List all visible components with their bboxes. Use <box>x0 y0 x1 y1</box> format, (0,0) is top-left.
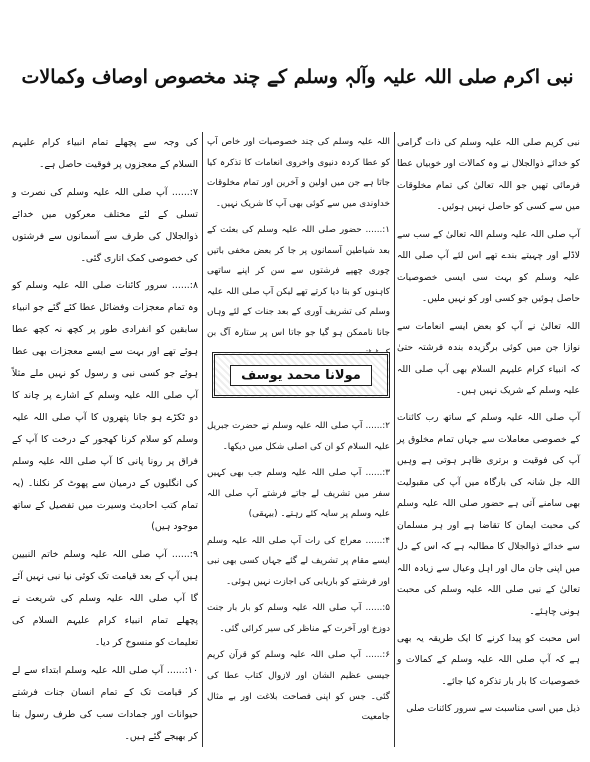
column-divider-left <box>202 132 203 747</box>
paragraph: اللہ تعالیٰ نے آپ کو بعض ایسے انعامات سے نوازا جن میں کوئی برگزیدہ بندہ فرشتہ حتیٰ کہ انبیاء کرام علیہم السلام بھی آپ صلی اللہ علیہ وسلم کے شریک نہیں ہیں۔ <box>397 320 580 396</box>
paragraph: ۱۰:...... آپ صلی اللہ علیہ وسلم ابتداء سے لے کر قیامت تک کے تمام انسان جنات فرشتے حیوانات اور جمادات سب کی طرف رسول بنا کر بھیجے گئے ہیں۔ <box>12 664 198 742</box>
paragraph: ۵:...... آپ صلی اللہ علیہ وسلم کو بار بار جنت دوزخ اور آخرت کے مناظر کی سیر کرائی گئی۔ <box>207 603 390 634</box>
page-headline: نبی اکرم صلی اللہ علیہ وآلہٖ وسلم کے چند مخصوص اوصاف وکمالات <box>21 66 574 88</box>
paragraph: ۹:...... آپ صلی اللہ علیہ وسلم خاتم النبیین ہیں آپ کے بعد قیامت تک کوئی نیا نبی نہیں آئے گا آپ صلی اللہ علیہ وسلم کی شریعت نے پچھلے تمام انبیاء کرام علیہم السلام کی تعلیمات کو منسوخ کر دیا۔ <box>12 549 198 648</box>
paragraph: ۸:...... سرور کائنات صلی اللہ علیہ وسلم کو وہ تمام معجزات وفضائل عطا کئے گئے جو انبیاء سابقین کو انفرادی طور پر کچھ نہ کچھ عطا ہوئے تھے اور بہت سے ایسے معجزات بھی عطا ہوئے جو کسی نبی و رسول کو نہیں ملے مثلاً آپ صلی اللہ علیہ وسلم کے اشارے پر چاند کا دو ٹکڑے ہو جانا پتھروں کا آپ صلی اللہ علیہ وسلم کو سلام کرنا کھجور کے درخت کا آپ کے فراق پر رونا پانی کا آپ صلی اللہ علیہ وسلم کی انگلیوں کے درمیان سے پھوٹ کر نکلنا۔ (یہ تمام کتب احادیث وسیرت میں تفصیل کے ساتھ موجود ہیں) <box>12 280 198 533</box>
paragraph: اس محبت کو پیدا کرنے کا ایک طریقہ یہ بھی ہے کہ آپ صلی اللہ علیہ وسلم کے کمالات و خصوصیات کا بار بار تذکرہ کیا جائے۔ <box>397 632 580 687</box>
article-column-right <box>397 132 580 752</box>
paragraph: ۷:...... آپ صلی اللہ علیہ وسلم کی نصرت و تسلی کے لئے مختلف معرکوں میں خدائے ذوالجلال کی طرف سے آسمانوں سے فرشتوں کی خصوصی کمک اتاری گئی۔ <box>12 186 198 264</box>
paragraph: ۴:...... معراج کی رات آپ صلی اللہ علیہ وسلم ایسے مقام پر تشریف لے گئے جہاں کسی بھی نبی اور فرشتے کو باریابی کی اجازت نہیں ہوئی۔ <box>207 535 390 587</box>
paragraph: نبی کریم صلی اللہ علیہ وسلم کی ذات گرامی کو خدائے ذوالجلال نے وہ کمالات اور خوبیاں عطا فرمائی تھیں جو اللہ تعالیٰ کی تمام مخلوقات میں سے کسی کو حاصل نہیں ہوئیں۔ <box>397 137 580 213</box>
paragraph: ۲:...... آپ صلی اللہ علیہ وسلم نے حضرت جبریل علیہ السلام کو ان کی اصلی شکل میں دیکھا۔ <box>207 421 390 452</box>
paragraph: کی وجہ سے پچھلے تمام انبیاء کرام علیہم السلام کے معجزوں پر فوقیت حاصل ہے۔ <box>12 137 198 170</box>
paragraph: آپ صلی اللہ علیہ وسلم کے ساتھ رب کائنات کے خصوصی معاملات سے جہاں تمام مخلوق پر آپ کی فوقیت و برتری ظاہر ہوتی ہے وہیں اللہ جل شانہ کی بارگاہ میں آپ کی مقبولیت بھی سامنے آتی ہے حضور صلی اللہ علیہ وسلم کی محبت ایمان کا تقاضا ہے اور ہر مسلمان سے خدائے ذوالجلال کا مطالبہ ہے کہ اس کے دل میں اپنی جان مال اور اہل وعیال سے زیادہ اللہ تعالیٰ کے نبی صلی اللہ علیہ وسلم کی محبت ہونی چاہئے۔ <box>397 412 580 617</box>
paragraph: آپ صلی اللہ علیہ وسلم اللہ تعالیٰ کے سب سے لاڈلے اور چہیتے بندے تھے اس لئے آپ صلی اللہ علیہ وسلم کو بہت سی ایسی خصوصیات حاصل ہوئیں جو کسی اور کو نہیں ملیں۔ <box>397 228 580 305</box>
paragraph: ۳:...... آپ صلی اللہ علیہ وسلم جب بھی کہیں سفر میں تشریف لے جاتے فرشتے آپ صلی اللہ علیہ وسلم پر سایہ کئے رہتے۔ (بیہقی) <box>207 468 390 520</box>
paragraph: ذیل میں اسی مناسبت سے سرور کائنات صلی <box>406 703 580 715</box>
column-divider-right <box>394 132 395 747</box>
paragraph: اللہ علیہ وسلم کی چند خصوصیات اور خاص آپ کو عطا کردہ دنیوی واخروی انعامات کا تذکرہ کیا جاتا ہے جن میں اولین و آخرین اور تمام مخلوقات خداوندی میں سے کوئی بھی آپ کا شریک نہیں۔ <box>207 137 390 209</box>
author-name: مولانا محمد یوسف <box>230 365 372 386</box>
article-column-middle <box>207 132 390 752</box>
paragraph: ۱:...... حضور صلی اللہ علیہ وسلم کی بعثت کے بعد شیاطین آسمانوں پر جا کر بعض مخفی باتیں چوری چھپے فرشتوں سے سن کر اپنے ساتھی کاہنوں کو بتا دیا کرتے تھے لیکن آپ صلی اللہ علیہ وسلم کی تشریف آوری کے بعد جنات کے لئے وہاں جانا ناممکن ہو گیا جو جاتا اس پر ستارہ آگ بن <box>207 225 390 338</box>
paragraph: ۶:...... آپ صلی اللہ علیہ وسلم کو قرآن کریم جیسی عظیم الشان اور لازوال کتاب عطا کی گئی۔ جس کو اپنی فصاحت بلاغت اور بے مثال جامعیت <box>207 650 390 723</box>
author-byline-box <box>212 352 390 398</box>
article-column-left <box>12 132 198 752</box>
